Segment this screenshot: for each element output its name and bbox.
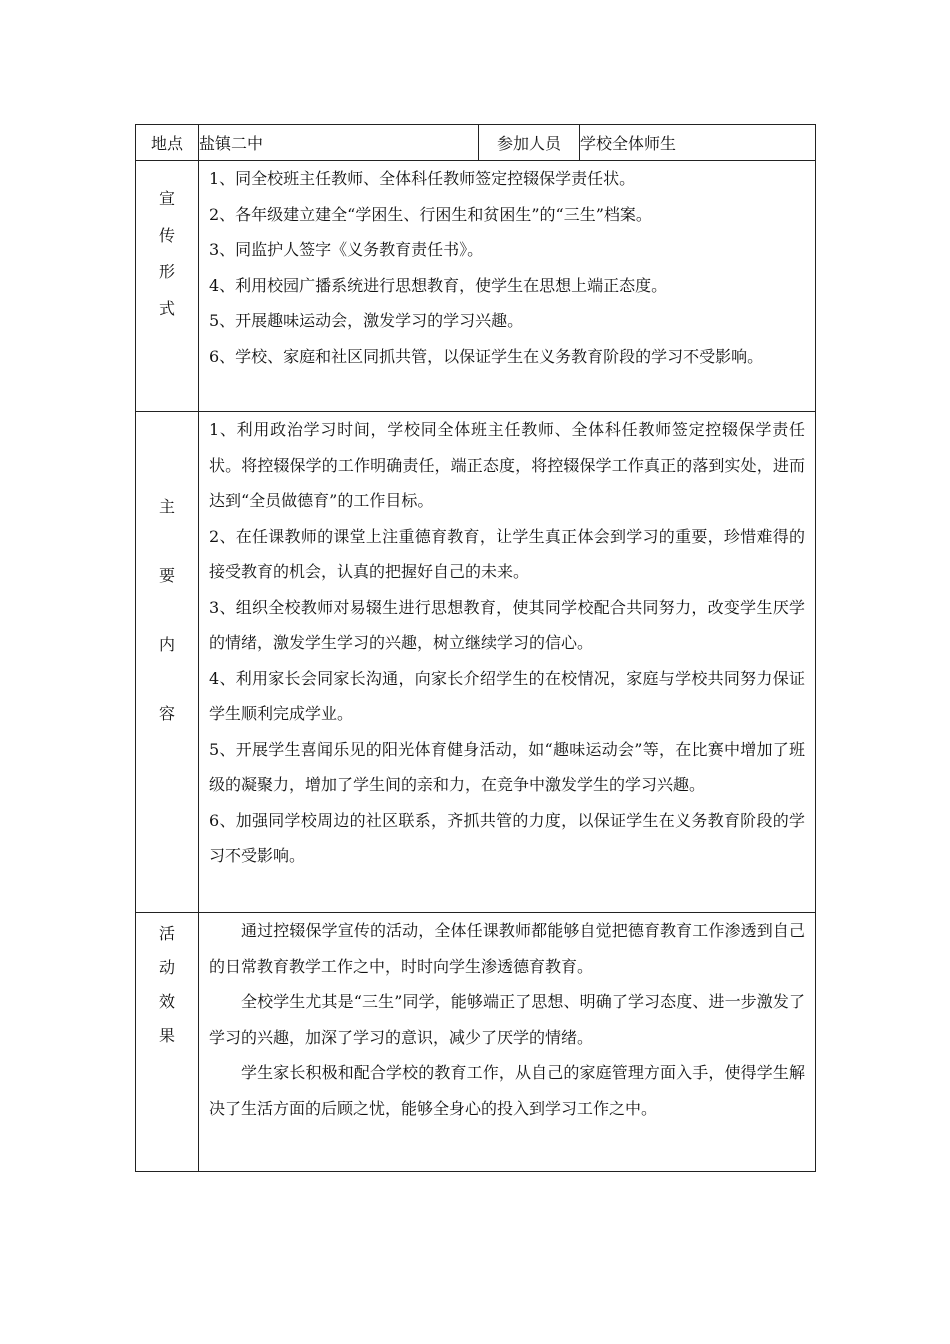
publicity-item: 2、各年级建立建全“学困生、行困生和贫困生”的“三生”档案。 bbox=[209, 204, 652, 224]
location-label: 地点 bbox=[136, 125, 199, 161]
effects-body bbox=[199, 913, 816, 1172]
activity-record-table bbox=[135, 124, 816, 1172]
main-content-item: 3、组织全校教师对易辍生进行思想教育，使其同学校配合共同努力，改变学生厌学的情绪，激发学生学习的兴趣，树立继续学习的信心。 bbox=[209, 597, 805, 652]
effects-label-char: 效 bbox=[158, 992, 175, 1011]
main-content-row bbox=[136, 412, 816, 913]
effects-paragraph: 学生家长积极和配合学校的教育工作，从自己的家庭管理方面入手，使得学生解决了生活方面的后顾之忧，能够全身心的投入到学习工作之中。 bbox=[209, 1063, 805, 1118]
main-content-label-char: 主 bbox=[158, 497, 175, 516]
main-content-item: 6、加强同学校周边的社区联系，齐抓共管的力度，以保证学生在义务教育阶段的学习不受影响。 bbox=[209, 810, 805, 865]
publicity-content bbox=[199, 161, 816, 412]
main-content-item: 5、开展学生喜闻乐见的阳光体育健身活动，如“趣味运动会”等，在比赛中增加了班级的凝聚力，增加了学生间的亲和力，在竞争中激发学生的学习兴趣。 bbox=[209, 739, 805, 794]
effects-label bbox=[136, 913, 199, 1172]
main-content-body bbox=[199, 412, 816, 913]
publicity-item: 6、学校、家庭和社区同抓共管，以保证学生在义务教育阶段的学习不受影响。 bbox=[209, 346, 764, 366]
publicity-row bbox=[136, 161, 816, 412]
publicity-label-char: 传 bbox=[158, 225, 175, 245]
participants-label: 参加人员 bbox=[479, 125, 580, 161]
publicity-label-char: 式 bbox=[158, 298, 175, 318]
main-content-item: 2、在任课教师的课堂上注重德育教育，让学生真正体会到学习的重要，珍惜难得的接受教育的机会，认真的把握好自己的未来。 bbox=[209, 526, 805, 581]
main-content-label-char: 内 bbox=[158, 635, 175, 654]
effects-label-char: 果 bbox=[158, 1026, 175, 1045]
main-content-item: 1、利用政治学习时间，学校同全体班主任教师、全体科任教师签定控辍保学责任状。将控辍保学的工作明确责任，端正态度，将控辍保学工作真正的落到实处，进而达到“全员做德育”的工作目标。 bbox=[209, 420, 805, 510]
publicity-item: 5、开展趣味运动会，激发学习的学习兴趣。 bbox=[209, 311, 524, 330]
location-value: 盐镇二中 bbox=[199, 125, 479, 161]
main-content-label-char: 要 bbox=[158, 566, 175, 585]
publicity-label-char: 形 bbox=[158, 262, 175, 281]
main-content-label-char: 容 bbox=[158, 704, 175, 723]
publicity-item: 3、同监护人签字《义务教育责任书》。 bbox=[209, 240, 484, 259]
participants-value: 学校全体师生 bbox=[580, 125, 816, 161]
effects-paragraph: 全校学生尤其是“三生”同学，能够端正了思想、明确了学习态度、进一步激发了学习的兴趣，加深了学习的意识，减少了厌学的情绪。 bbox=[209, 992, 805, 1047]
publicity-item: 1、同全校班主任教师、全体科任教师签定控辍保学责任状。 bbox=[209, 169, 636, 188]
main-content-label bbox=[136, 412, 199, 913]
publicity-item: 4、利用校园广播系统进行思想教育，使学生在思想上端正态度。 bbox=[209, 275, 668, 295]
effects-label-char: 活 bbox=[158, 924, 175, 943]
effects-label-char: 动 bbox=[158, 958, 175, 977]
effects-paragraph: 通过控辍保学宣传的活动，全体任课教师都能够自觉把德育教育工作渗透到自己的日常教育教学工作之中，时时向学生渗透德育教育。 bbox=[209, 921, 805, 976]
effects-row bbox=[136, 913, 816, 1172]
publicity-label bbox=[136, 161, 199, 412]
publicity-label-char: 宣 bbox=[158, 189, 175, 208]
header-row bbox=[136, 125, 816, 161]
main-content-item: 4、利用家长会同家长沟通，向家长介绍学生的在校情况，家庭与学校共同努力保证学生顺利完成学业。 bbox=[209, 668, 805, 723]
